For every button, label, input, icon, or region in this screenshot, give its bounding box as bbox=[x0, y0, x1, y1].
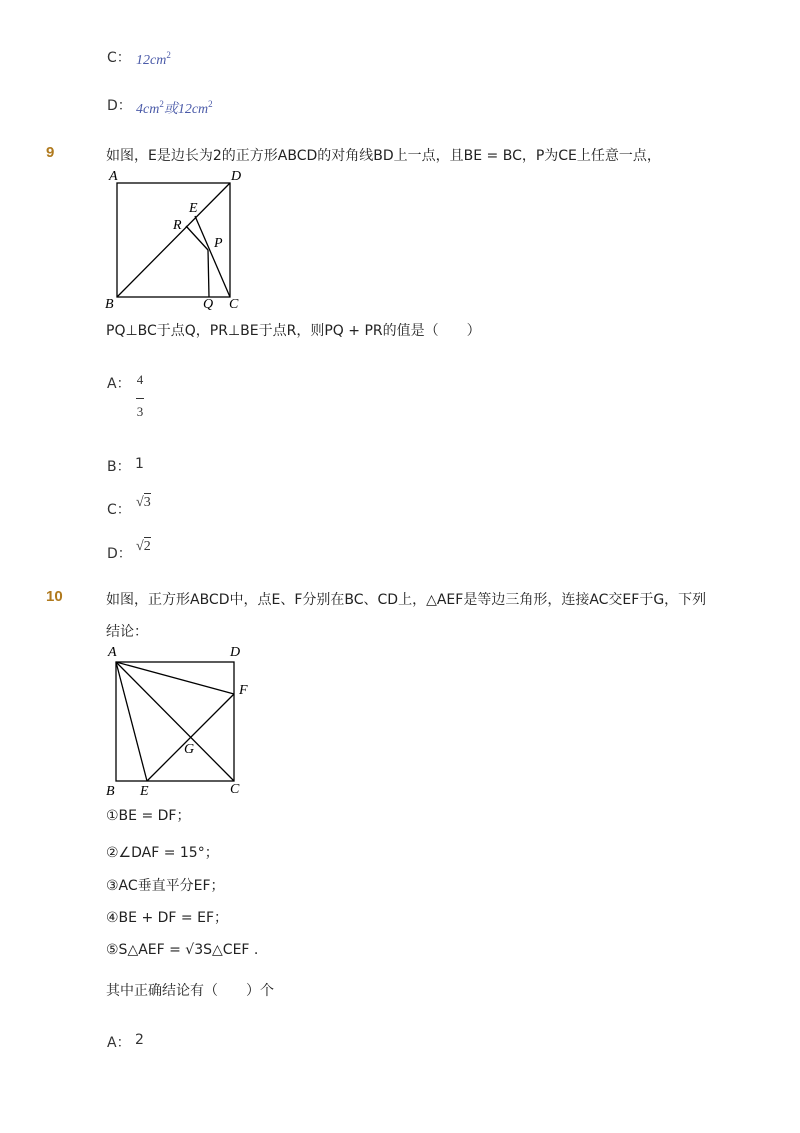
label-f: F bbox=[239, 683, 248, 698]
question-10-number: 10 bbox=[46, 588, 63, 605]
label-g: G bbox=[184, 742, 195, 757]
label-p: P bbox=[214, 236, 223, 251]
option-d-middle: 或12cm bbox=[163, 102, 209, 117]
conclusion-2: ②∠DAF = 15°； bbox=[106, 845, 219, 861]
segment-ce bbox=[195, 216, 230, 297]
label-b: B bbox=[106, 784, 115, 799]
q9-option-d-label: D： bbox=[107, 546, 132, 562]
option-c-text: 12cm bbox=[136, 53, 167, 68]
option-c-sup: 2 bbox=[166, 50, 171, 60]
option-d-label: D： bbox=[107, 98, 132, 114]
label-c: C bbox=[229, 297, 239, 312]
conclusion-1: ①BE = DF； bbox=[106, 808, 191, 824]
question-9-figure bbox=[100, 166, 260, 316]
option-d-text1: 4cm bbox=[136, 102, 160, 117]
question-9-number: 9 bbox=[46, 144, 55, 161]
segment-pq bbox=[208, 250, 209, 297]
q10-option-a-value: 2 bbox=[135, 1032, 144, 1048]
label-c: C bbox=[230, 782, 240, 797]
q9-option-a-fraction bbox=[133, 372, 147, 420]
label-a: A bbox=[109, 169, 118, 184]
label-q: Q bbox=[203, 297, 214, 312]
label-r: R bbox=[173, 218, 182, 233]
option-d-sup1: 2 bbox=[159, 99, 164, 109]
question-9-text-line2: PQ⊥BC于点Q，PR⊥BE于点R，则PQ + PR的值是（ ） bbox=[106, 323, 481, 339]
option-c-label: C： bbox=[107, 50, 131, 66]
q9-option-a-label: A： bbox=[107, 376, 131, 392]
radical-sign: √ bbox=[136, 539, 144, 554]
segment-af bbox=[116, 662, 234, 694]
q9-option-c-value bbox=[136, 495, 151, 511]
label-e: E bbox=[189, 201, 198, 216]
radical-sign: √ bbox=[136, 495, 144, 510]
segment-ae bbox=[116, 662, 147, 781]
label-e: E bbox=[140, 784, 149, 799]
option-d-value bbox=[136, 98, 213, 118]
question-10-figure bbox=[100, 640, 260, 800]
radicand: 2 bbox=[143, 539, 151, 554]
question-9-text-line1: 如图，E是边长为2的正方形ABCD的对角线BD上一点，且BE = BC，P为CE上任意一点， bbox=[106, 148, 661, 164]
conclusion-3: ③AC垂直平分EF； bbox=[106, 878, 225, 894]
diagonal-ac bbox=[116, 662, 234, 781]
fraction-bar bbox=[136, 398, 144, 399]
label-b: B bbox=[105, 297, 114, 312]
label-a: A bbox=[108, 645, 117, 660]
q9-option-b-label: B： bbox=[107, 459, 131, 475]
label-d: D bbox=[231, 169, 242, 184]
q9-option-b-value: 1 bbox=[135, 456, 144, 472]
conclusion-4: ④BE + DF = EF； bbox=[106, 910, 228, 926]
conclusion-5: ⑤S△AEF = √3S△CEF . bbox=[106, 942, 259, 958]
fraction-denominator: 3 bbox=[136, 404, 144, 419]
radicand: 3 bbox=[143, 495, 151, 510]
q9-option-d-value bbox=[136, 539, 151, 555]
q9-option-c-label: C： bbox=[107, 502, 131, 518]
q10-option-a-label: A： bbox=[107, 1035, 131, 1051]
question-10-prompt: 其中正确结论有（ ）个 bbox=[106, 983, 274, 999]
label-d: D bbox=[230, 645, 241, 660]
question-10-text-line2: 结论： bbox=[106, 624, 148, 640]
fraction-numerator: 4 bbox=[136, 372, 144, 387]
option-c-value bbox=[136, 50, 171, 69]
question-10-text-line1: 如图，正方形ABCD中，点E、F分别在BC、CD上，△AEF是等边三角形，连接AC交EF于G，下列 bbox=[106, 592, 707, 608]
option-d-sup2: 2 bbox=[208, 99, 213, 109]
